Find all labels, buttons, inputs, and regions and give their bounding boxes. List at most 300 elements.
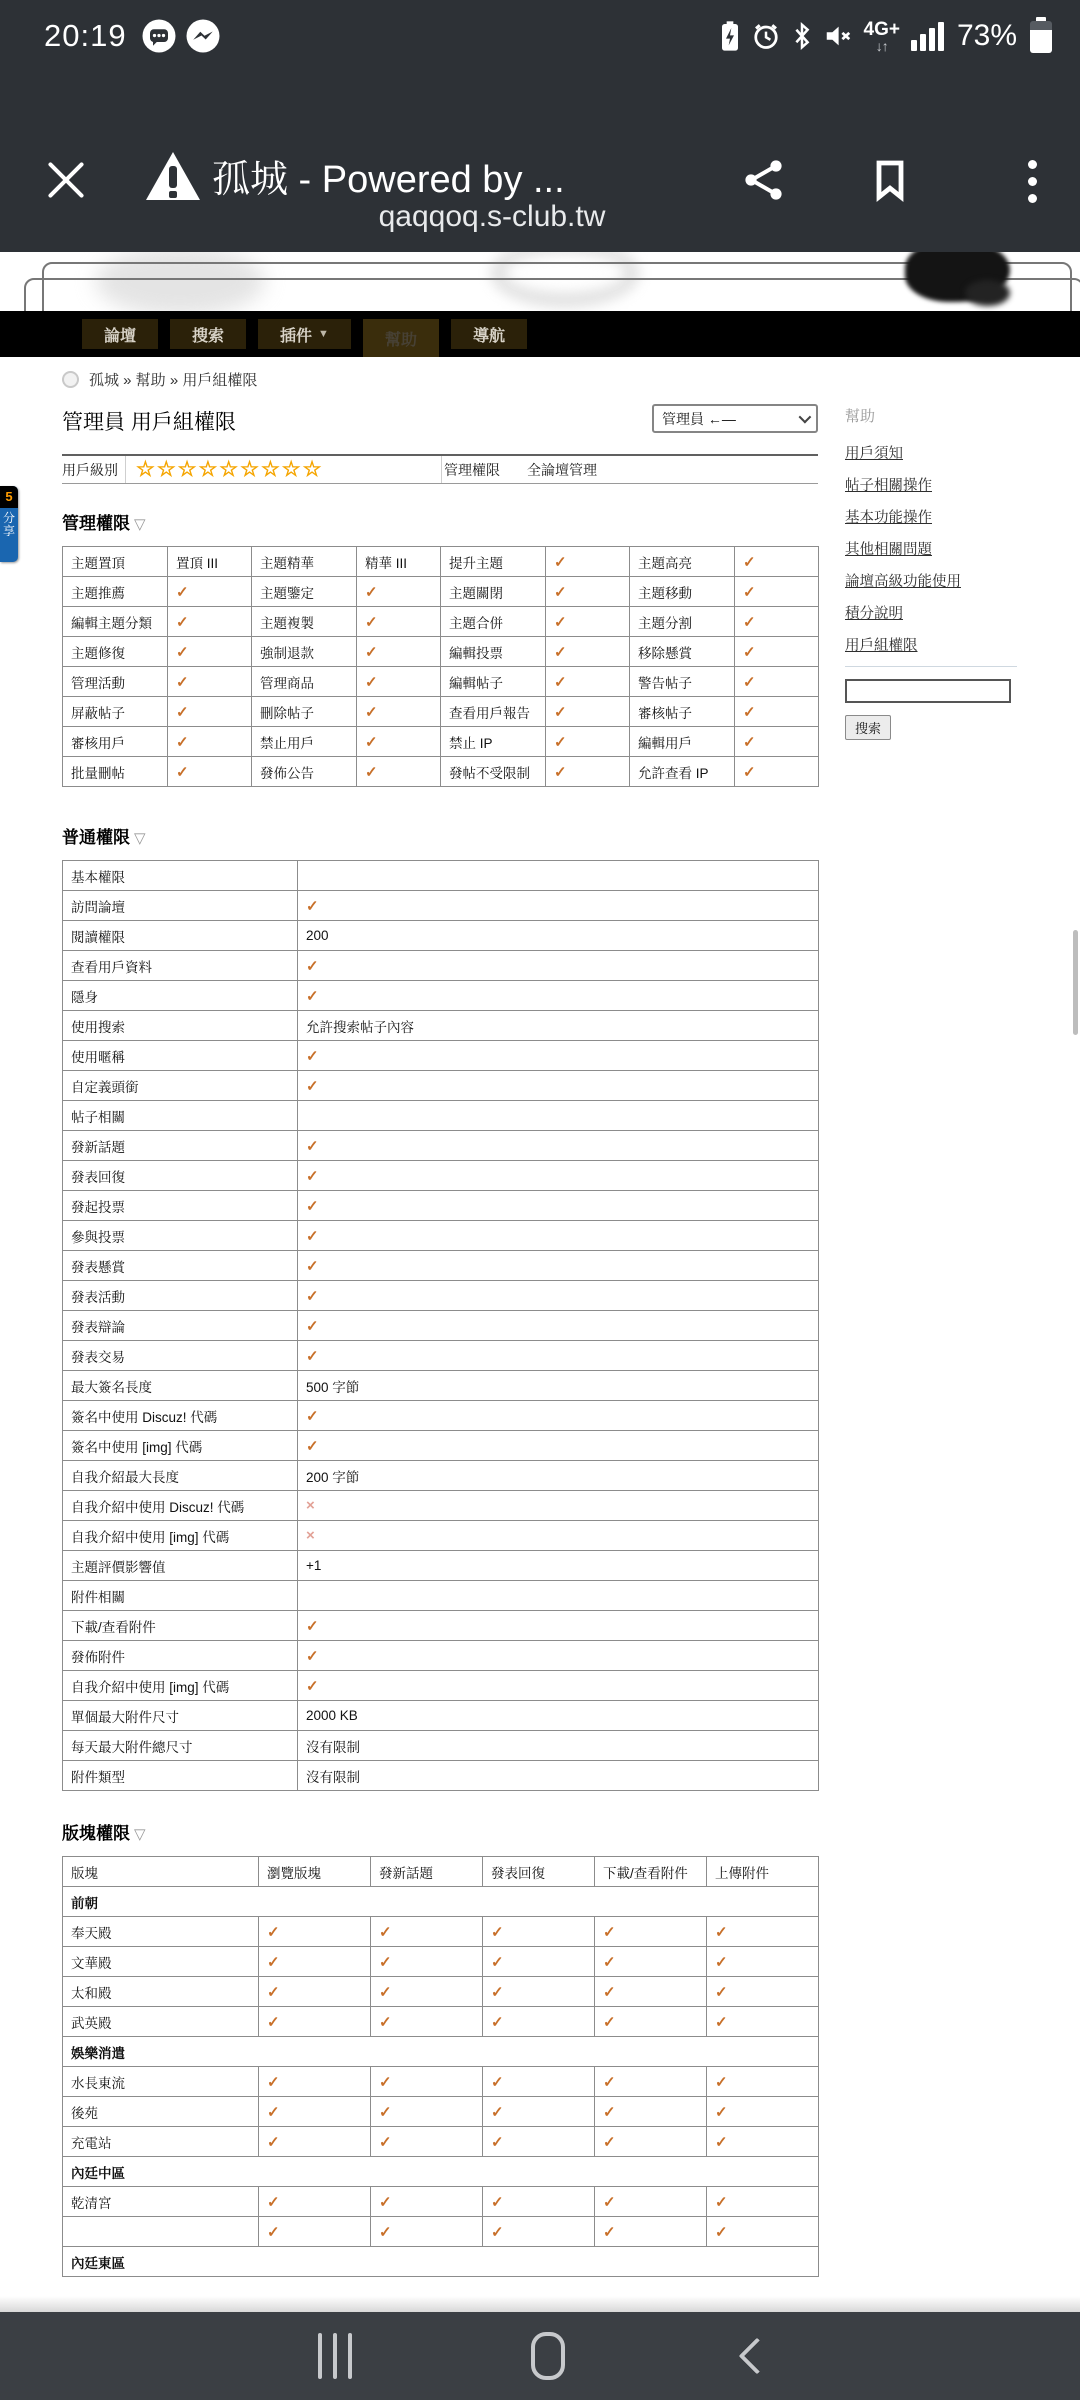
help-sidebar — [845, 405, 1035, 740]
perm-value-cell — [595, 2217, 707, 2247]
perm-value-cell — [707, 1917, 819, 1947]
sidebar-link-論壇高級功能使用[interactable]: 論壇高級功能使用 — [845, 574, 961, 590]
perm-label-cell: 編輯帖子 — [441, 667, 546, 697]
check-icon: ✓ — [306, 1227, 319, 1245]
forum-name-cell[interactable]: 乾清宮 — [63, 2187, 259, 2217]
check-icon: ✓ — [715, 1923, 728, 1941]
table-row — [63, 2067, 819, 2097]
table-row — [63, 1761, 819, 1791]
perm-label-cell: 編輯主題分類 — [63, 607, 168, 637]
perm-label-cell: 發起投票 — [63, 1191, 298, 1221]
perm-value-cell — [298, 1161, 819, 1191]
forum-name-cell[interactable]: 水長東流 — [63, 2067, 259, 2097]
perm-value-cell — [371, 2007, 483, 2037]
usergroup-select[interactable] — [652, 404, 818, 433]
check-icon: ✓ — [306, 1617, 319, 1635]
perm-value-cell — [595, 2187, 707, 2217]
check-icon: ✓ — [306, 987, 319, 1005]
check-icon: ✓ — [306, 1137, 319, 1155]
check-icon: ✓ — [267, 2013, 280, 2031]
perm-value-cell — [168, 727, 252, 757]
sidebar-link-基本功能操作[interactable]: 基本功能操作 — [845, 510, 932, 526]
back-icon[interactable] — [739, 2338, 776, 2375]
check-icon: ✓ — [365, 673, 378, 691]
check-icon: ✓ — [306, 1437, 319, 1455]
perm-value-cell — [259, 2187, 371, 2217]
perm-value-cell — [735, 757, 819, 787]
sidebar-divider — [845, 666, 1017, 667]
perm-label-cell: 主題合併 — [441, 607, 546, 637]
table-row — [63, 2247, 819, 2277]
table-row — [63, 697, 819, 727]
check-icon: ✓ — [379, 2193, 392, 2211]
check-icon: ✓ — [743, 613, 756, 631]
admin-scope-value: 全論壇管理 — [527, 461, 597, 478]
table-row — [63, 1731, 819, 1761]
sidebar-link-其他相關問題[interactable]: 其他相關問題 — [845, 542, 932, 558]
table-row — [63, 1401, 819, 1431]
table-header-row — [63, 1857, 819, 1887]
perm-label-cell: 主題複製 — [252, 607, 357, 637]
perm-label-cell: 最大簽名長度 — [63, 1371, 298, 1401]
perm-label-cell: 自我介紹中使用 [img] 代碼 — [63, 1671, 298, 1701]
perm-label-cell: 主題修復 — [63, 637, 168, 667]
forum-group-cell: 內廷東區 — [63, 2247, 819, 2277]
check-icon: ✓ — [306, 1287, 319, 1305]
user-level-stars: ☆☆☆☆☆☆☆☆☆ — [136, 458, 324, 481]
perm-value-cell — [595, 2007, 707, 2037]
perm-value-cell — [546, 757, 630, 787]
network-type-icon: 4G+ ↓↑ — [863, 18, 900, 54]
check-icon: ✓ — [554, 673, 567, 691]
perm-label-cell: 閱讀權限 — [63, 921, 298, 951]
table-row — [63, 2217, 819, 2247]
check-icon: ✓ — [491, 1923, 504, 1941]
perm-label-cell: 簽名中使用 [img] 代碼 — [63, 1431, 298, 1461]
table-row — [63, 1341, 819, 1371]
perm-label-cell: 主題鑒定 — [252, 577, 357, 607]
table-row — [63, 2127, 819, 2157]
check-icon: ✓ — [379, 2223, 392, 2241]
chevron-down-icon — [799, 411, 812, 424]
perm-value-cell — [298, 1611, 819, 1641]
battery-icon — [1030, 17, 1052, 55]
perm-label-cell: 主題移動 — [630, 577, 735, 607]
perm-value-cell: 沒有限制 — [298, 1761, 819, 1791]
cross-icon: × — [306, 1527, 315, 1544]
forum-name-cell[interactable]: 文華殿 — [63, 1947, 259, 1977]
sidebar-title: 幫助 — [845, 408, 876, 425]
perm-label-cell: 簽名中使用 Discuz! 代碼 — [63, 1401, 298, 1431]
perm-label-cell: 發表辯論 — [63, 1311, 298, 1341]
perm-value-cell — [595, 2097, 707, 2127]
messenger-notification-icon — [185, 18, 221, 54]
perm-value-cell — [259, 2097, 371, 2127]
table-row — [63, 1251, 819, 1281]
sidebar-search-input[interactable] — [845, 679, 1011, 703]
table-row — [63, 1551, 819, 1581]
check-icon: ✓ — [365, 733, 378, 751]
sidebar-link-積分說明[interactable]: 積分說明 — [845, 606, 903, 622]
perm-value-cell — [483, 2007, 595, 2037]
common-permissions-table — [62, 860, 819, 1791]
perm-value-cell — [298, 1221, 819, 1251]
check-icon: ✓ — [603, 2073, 616, 2091]
section-title-forum: 版塊權限 ▽ — [62, 1824, 146, 1843]
perm-value-cell — [357, 637, 441, 667]
scrollbar-thumb[interactable] — [1073, 930, 1078, 1035]
perm-value-cell — [707, 2007, 819, 2037]
table-row — [63, 1041, 819, 1071]
perm-value-cell — [298, 1191, 819, 1221]
perm-value-cell — [168, 607, 252, 637]
check-icon: ✓ — [306, 1317, 319, 1335]
perm-value-cell — [483, 2217, 595, 2247]
page-title-text: 孤城 - Powered by ... — [212, 159, 565, 201]
check-icon: ✓ — [554, 733, 567, 751]
table-row — [63, 1491, 819, 1521]
table-row — [63, 607, 819, 637]
check-icon: ✓ — [491, 2013, 504, 2031]
check-icon: ✓ — [176, 763, 189, 781]
perm-label-cell: 審核用戶 — [63, 727, 168, 757]
perm-value-cell — [298, 1641, 819, 1671]
perm-value-cell — [595, 2127, 707, 2157]
check-icon: ✓ — [743, 703, 756, 721]
perm-value-cell — [483, 1917, 595, 1947]
nav-item-label: 導航 — [472, 327, 505, 345]
perm-value-cell: 允許搜索帖子內容 — [298, 1011, 819, 1041]
collapse-triangle-icon[interactable]: ▽ — [134, 516, 146, 533]
perm-value-cell: 200 字節 — [298, 1461, 819, 1491]
admin-permissions-table — [62, 546, 819, 787]
check-icon: ✓ — [306, 1257, 319, 1275]
perm-value-cell — [483, 2127, 595, 2157]
perm-value-cell — [259, 2067, 371, 2097]
perm-label-cell: 禁止用戶 — [252, 727, 357, 757]
check-icon: ✓ — [715, 2103, 728, 2121]
table-row — [63, 1161, 819, 1191]
check-icon: ✓ — [603, 1983, 616, 2001]
check-icon: ✓ — [306, 1407, 319, 1425]
perm-value-cell — [259, 2127, 371, 2157]
perm-value-cell — [298, 951, 819, 981]
perm-value-cell — [259, 1917, 371, 1947]
perm-value-cell — [707, 2187, 819, 2217]
check-icon: ✓ — [603, 1923, 616, 1941]
perm-value-cell — [546, 697, 630, 727]
perm-value-cell — [595, 2067, 707, 2097]
nav-item-論壇[interactable] — [82, 319, 158, 349]
perm-value-cell: 500 字節 — [298, 1371, 819, 1401]
table-row — [63, 861, 819, 891]
battery-saver-icon — [718, 20, 742, 52]
table-row — [63, 1281, 819, 1311]
perm-label-cell: 附件類型 — [63, 1761, 298, 1791]
banner-ink-blob — [965, 280, 1010, 306]
perm-label-cell: 隱身 — [63, 981, 298, 1011]
perm-value-cell — [298, 861, 819, 891]
check-icon: ✓ — [267, 1953, 280, 1971]
forum-name-cell[interactable]: 充電站 — [63, 2127, 259, 2157]
perm-value-cell — [546, 667, 630, 697]
perm-value-cell — [371, 2067, 483, 2097]
perm-value-cell — [298, 1671, 819, 1701]
check-icon: ✓ — [267, 2223, 280, 2241]
forum-name-cell[interactable]: 奉天殿 — [63, 1917, 259, 1947]
check-icon: ✓ — [491, 2133, 504, 2151]
forum-banner — [0, 252, 1080, 311]
perm-value-cell — [483, 2187, 595, 2217]
check-icon: ✓ — [603, 1953, 616, 1971]
forum-name-cell[interactable]: 後苑 — [63, 2097, 259, 2127]
perm-value-cell — [707, 2067, 819, 2097]
page-url-text[interactable]: qaqqoq.s-club.tw — [378, 200, 606, 233]
perm-value-cell — [483, 1977, 595, 2007]
check-icon: ✓ — [176, 733, 189, 751]
table-row — [63, 1581, 819, 1611]
check-icon: ✓ — [743, 673, 756, 691]
perm-value-cell: 精華 III — [357, 547, 441, 577]
check-icon: ✓ — [267, 1923, 280, 1941]
check-icon: ✓ — [743, 583, 756, 601]
column-header-cell: 上傳附件 — [707, 1857, 819, 1887]
perm-label-cell: 發佈公告 — [252, 757, 357, 787]
perm-label-cell: 管理活動 — [63, 667, 168, 697]
perm-value-cell — [357, 757, 441, 787]
perm-value-cell — [546, 727, 630, 757]
perm-label-cell: 主題關閉 — [441, 577, 546, 607]
perm-label-cell: 附件相關 — [63, 1581, 298, 1611]
perm-value-cell — [707, 2217, 819, 2247]
table-row — [63, 1521, 819, 1551]
recents-icon[interactable] — [318, 2333, 352, 2379]
perm-value-cell — [735, 727, 819, 757]
sidebar-link-用戶組權限[interactable]: 用戶組權限 — [845, 638, 918, 654]
table-row — [63, 667, 819, 697]
perm-value-cell — [357, 697, 441, 727]
perm-value-cell — [735, 697, 819, 727]
perm-label-cell: 審核帖子 — [630, 697, 735, 727]
perm-label-cell: 發佈附件 — [63, 1641, 298, 1671]
perm-value-cell — [298, 1341, 819, 1371]
check-icon: ✓ — [267, 2133, 280, 2151]
perm-value-cell — [298, 1521, 819, 1551]
perm-label-cell: 允許查看 IP — [630, 757, 735, 787]
check-icon: ✓ — [715, 1983, 728, 2001]
warning-icon[interactable] — [146, 152, 200, 200]
column-header-cell: 版塊 — [63, 1857, 259, 1887]
share-icon[interactable] — [740, 156, 788, 204]
check-icon: ✓ — [306, 1647, 319, 1665]
forum-name-cell[interactable]: 太和殿 — [63, 1977, 259, 2007]
check-icon: ✓ — [715, 1953, 728, 1971]
breadcrumb[interactable]: 孤城 » 幫助 » 用戶組權限 — [62, 369, 818, 390]
perm-value-cell — [735, 547, 819, 577]
nav-item-插件[interactable] — [258, 319, 351, 349]
alarm-icon — [751, 21, 781, 51]
column-header-cell: 下載/查看附件 — [595, 1857, 707, 1887]
check-icon: ✓ — [306, 897, 319, 915]
check-icon: ✓ — [176, 703, 189, 721]
check-icon: ✓ — [554, 613, 567, 631]
perm-value-cell — [595, 1977, 707, 2007]
perm-label-cell: 屏蔽帖子 — [63, 697, 168, 727]
check-icon: ✓ — [554, 583, 567, 601]
table-row — [63, 2097, 819, 2127]
nav-item-導航[interactable] — [451, 319, 527, 349]
usergroup-select-value: 管理員 ←— — [662, 410, 736, 427]
check-icon: ✓ — [491, 1983, 504, 2001]
table-row — [63, 1431, 819, 1461]
table-row — [63, 2157, 819, 2187]
perm-value-cell — [168, 577, 252, 607]
perm-label-cell: 發表交易 — [63, 1341, 298, 1371]
user-level-strip — [62, 454, 818, 484]
signal-icon — [911, 21, 944, 51]
forum-name-cell[interactable] — [63, 2217, 259, 2247]
check-icon: ✓ — [715, 2073, 728, 2091]
check-icon: ✓ — [176, 613, 189, 631]
perm-label-cell: 自我介紹中使用 [img] 代碼 — [63, 1521, 298, 1551]
forum-group-cell: 娛樂消遣 — [63, 2037, 819, 2067]
check-icon: ✓ — [365, 643, 378, 661]
perm-value-cell — [298, 1101, 819, 1131]
nav-item-label: 論壇 — [104, 327, 137, 345]
perm-value-cell — [546, 607, 630, 637]
check-icon: ✓ — [554, 703, 567, 721]
check-icon: ✓ — [603, 2223, 616, 2241]
admin-scope-label: 管理權限 — [441, 456, 519, 483]
check-icon: ✓ — [379, 2073, 392, 2091]
perm-label-cell: 強制退款 — [252, 637, 357, 667]
perm-label-cell: 主題分割 — [630, 607, 735, 637]
table-row — [63, 891, 819, 921]
table-row — [63, 1071, 819, 1101]
check-icon: ✓ — [491, 2073, 504, 2091]
perm-value-cell — [298, 1401, 819, 1431]
breadcrumb-home-icon — [62, 371, 79, 388]
perm-value-cell — [168, 757, 252, 787]
perm-label-cell: 主題評價影響值 — [63, 1551, 298, 1581]
perm-label-cell: 提升主題 — [441, 547, 546, 577]
forum-name-cell[interactable]: 武英殿 — [63, 2007, 259, 2037]
perm-value-cell — [707, 2097, 819, 2127]
share-widget[interactable] — [0, 486, 18, 562]
perm-value-cell — [546, 577, 630, 607]
table-row — [63, 757, 819, 787]
check-icon: ✓ — [306, 957, 319, 975]
perm-value-cell — [168, 667, 252, 697]
perm-label-cell: 發表懸賞 — [63, 1251, 298, 1281]
perm-value-cell: +1 — [298, 1551, 819, 1581]
perm-value-cell — [298, 1041, 819, 1071]
mute-icon — [823, 21, 853, 51]
check-icon: ✓ — [603, 2013, 616, 2031]
perm-value-cell: 200 — [298, 921, 819, 951]
check-icon: ✓ — [743, 643, 756, 661]
check-icon: ✓ — [603, 2103, 616, 2121]
sidebar-search-button[interactable]: 搜索 — [845, 715, 891, 740]
cross-icon: × — [306, 1497, 315, 1514]
check-icon: ✓ — [554, 763, 567, 781]
nav-item-幫助[interactable] — [363, 319, 439, 357]
perm-value-cell — [259, 1977, 371, 2007]
perm-label-cell: 基本權限 — [63, 861, 298, 891]
table-row — [63, 1977, 819, 2007]
perm-value-cell — [546, 637, 630, 667]
check-icon: ✓ — [379, 1983, 392, 2001]
check-icon: ✓ — [491, 2103, 504, 2121]
perm-label-cell: 發表活動 — [63, 1281, 298, 1311]
check-icon: ✓ — [743, 763, 756, 781]
perm-value-cell — [735, 577, 819, 607]
perm-value-cell — [298, 1491, 819, 1521]
perm-value-cell: 沒有限制 — [298, 1731, 819, 1761]
perm-value-cell — [546, 547, 630, 577]
perm-label-cell: 單個最大附件尺寸 — [63, 1701, 298, 1731]
perm-label-cell: 自我介紹最大長度 — [63, 1461, 298, 1491]
page-bottom-fade — [0, 2296, 1080, 2312]
check-icon: ✓ — [715, 2223, 728, 2241]
collapse-triangle-icon[interactable]: ▽ — [134, 830, 146, 847]
perm-value-cell — [357, 667, 441, 697]
system-nav-bar — [0, 2312, 1080, 2400]
perm-value-cell — [595, 1917, 707, 1947]
perm-label-cell: 使用暱稱 — [63, 1041, 298, 1071]
home-icon[interactable] — [531, 2332, 565, 2380]
perm-value-cell — [259, 1947, 371, 1977]
perm-value-cell — [357, 607, 441, 637]
forum-nav-bar — [0, 311, 1080, 357]
bookmark-icon[interactable] — [866, 156, 914, 204]
chat-notification-icon — [141, 18, 177, 54]
check-icon: ✓ — [603, 2193, 616, 2211]
close-tab-icon[interactable] — [44, 158, 88, 202]
perm-value-cell — [357, 727, 441, 757]
collapse-triangle-icon[interactable]: ▽ — [134, 1826, 146, 1843]
check-icon: ✓ — [267, 2193, 280, 2211]
perm-label-cell: 移除懸賞 — [630, 637, 735, 667]
check-icon: ✓ — [379, 2133, 392, 2151]
clock: 20:19 — [44, 18, 127, 53]
perm-label-cell: 查看用戶資料 — [63, 951, 298, 981]
browser-toolbar — [0, 72, 1080, 252]
sidebar-links — [845, 442, 1035, 655]
table-row — [63, 1011, 819, 1041]
check-icon: ✓ — [743, 553, 756, 571]
perm-label-cell: 自我介紹中使用 Discuz! 代碼 — [63, 1491, 298, 1521]
check-icon: ✓ — [267, 1983, 280, 2001]
check-icon: ✓ — [365, 703, 378, 721]
column-header-cell: 發表回復 — [483, 1857, 595, 1887]
sidebar-link-用戶須知[interactable]: 用戶須知 — [845, 446, 903, 462]
sidebar-link-帖子相關操作[interactable]: 帖子相關操作 — [845, 478, 932, 494]
table-row — [63, 1101, 819, 1131]
nav-item-搜索[interactable] — [170, 319, 246, 349]
user-level-label: 用戶級別 — [62, 456, 126, 483]
check-icon: ✓ — [176, 643, 189, 661]
perm-value-cell — [259, 2217, 371, 2247]
menu-kebab-icon[interactable] — [1028, 160, 1038, 208]
perm-value-cell — [483, 2067, 595, 2097]
perm-value-cell — [298, 981, 819, 1011]
perm-label-cell: 自定義頭銜 — [63, 1071, 298, 1101]
check-icon: ✓ — [365, 613, 378, 631]
table-row — [63, 1641, 819, 1671]
forum-group-cell: 內廷中區 — [63, 2157, 819, 2187]
column-header-cell: 發新話題 — [371, 1857, 483, 1887]
